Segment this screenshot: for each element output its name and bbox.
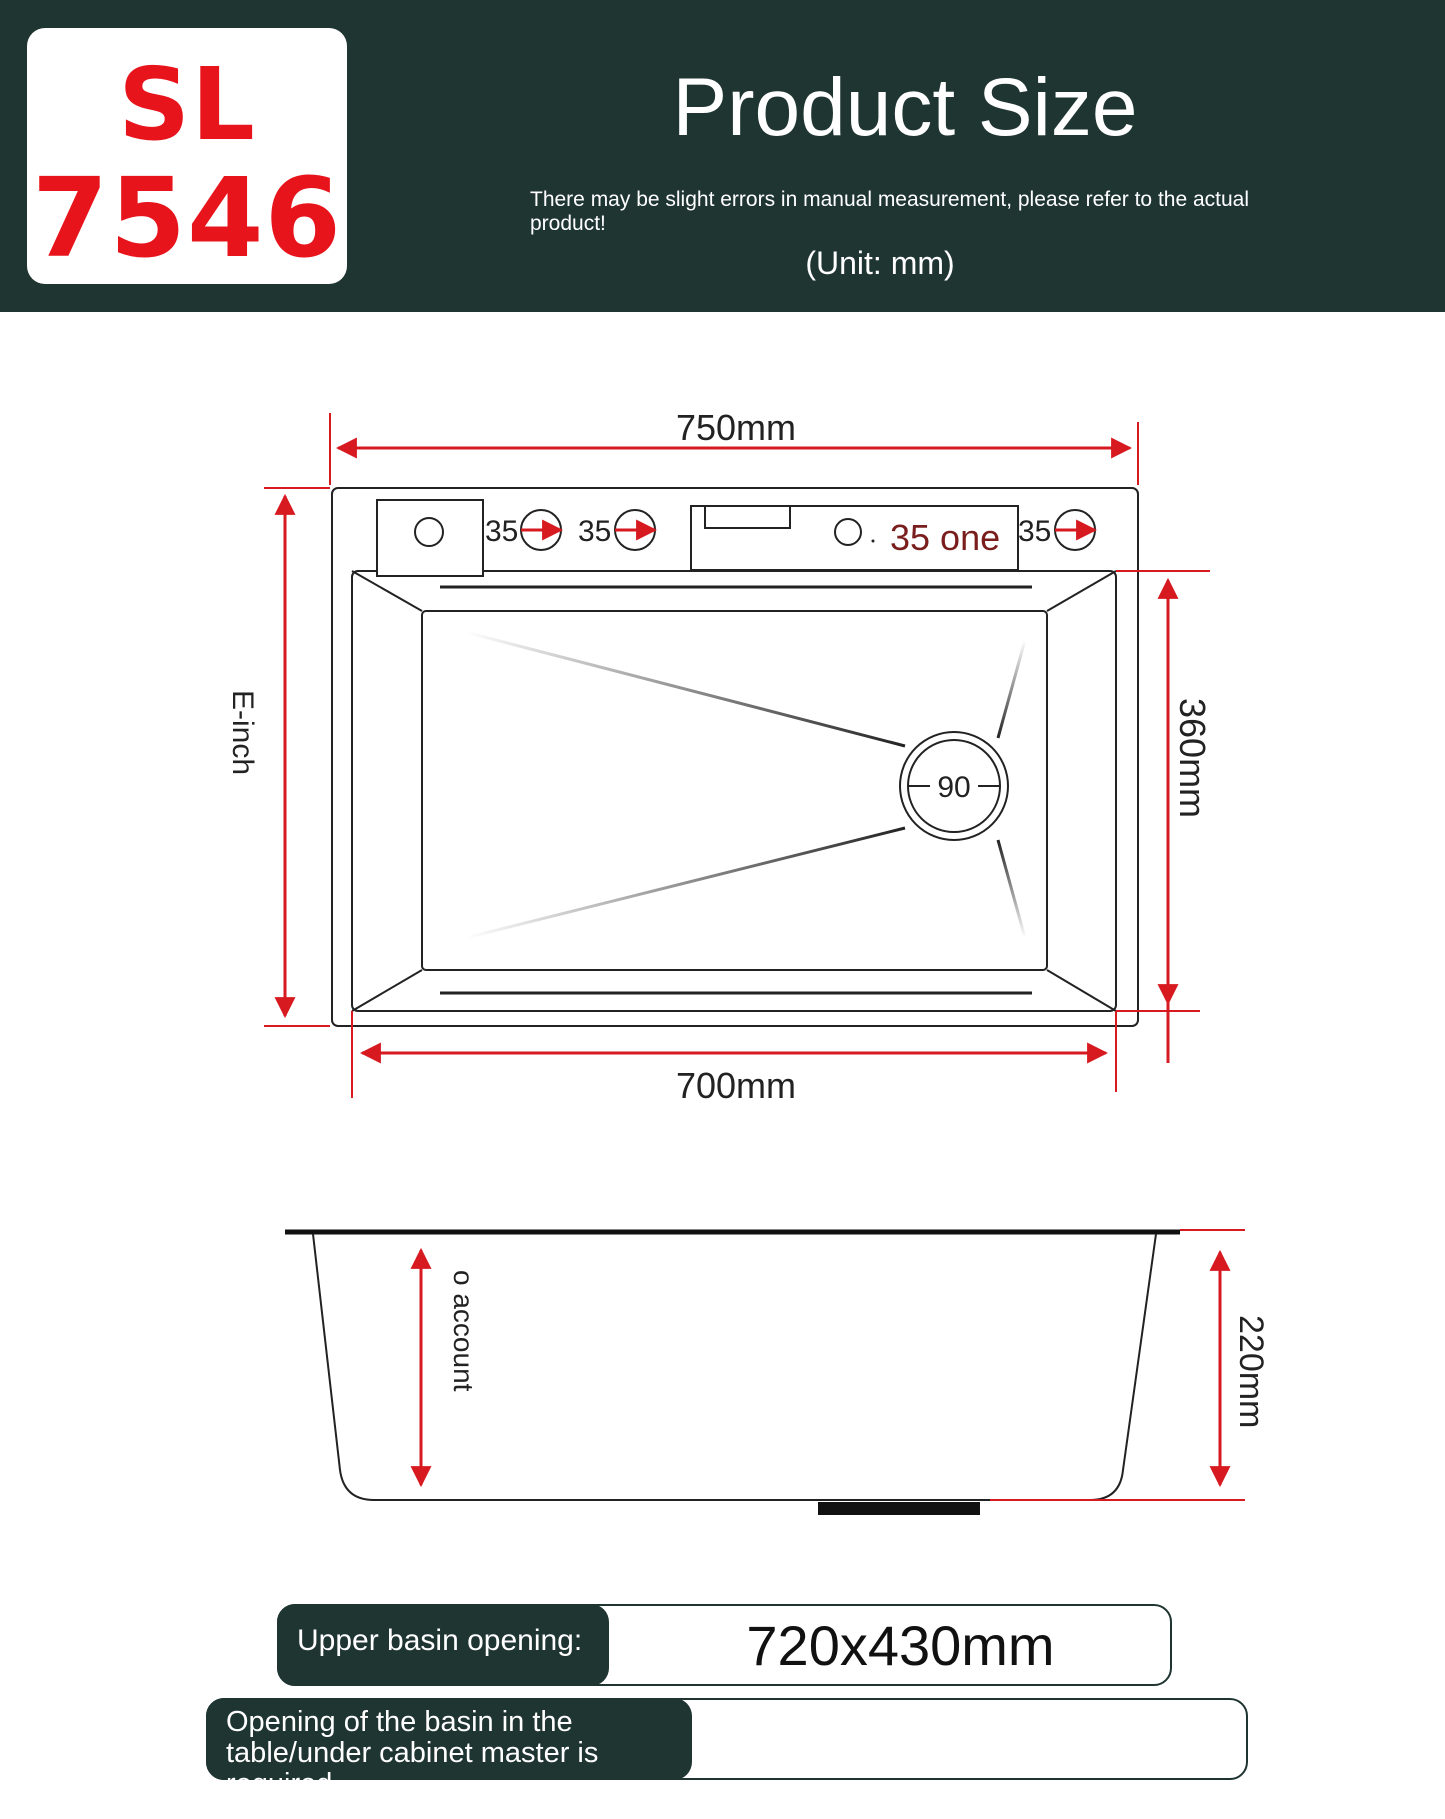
depth-label: 360mm <box>1172 698 1213 819</box>
left-dimension-label: E-inch <box>226 690 259 776</box>
height-label: 220mm <box>1232 1315 1270 1429</box>
measurement-note: There may be slight errors in manual measurement, please refer to the actual product! <box>530 188 1250 235</box>
hole-label-2: 35 <box>578 515 612 548</box>
side-view <box>285 1230 1270 1515</box>
logo-line-2: 7546 <box>31 154 343 282</box>
unit-label: (Unit: mm) <box>805 245 955 281</box>
hole-label-4: 35 <box>1018 515 1052 548</box>
hole-label-1: 35 <box>485 515 519 548</box>
logo-line-1: SL <box>118 46 256 163</box>
upper-opening-value: 720x430mm <box>746 1614 1055 1677</box>
upper-opening-label: Upper basin opening: <box>277 1604 609 1686</box>
faucet-block <box>377 500 483 576</box>
cabinet-opening-label: Opening of the basin in the table/under cabinet master is required <box>206 1698 692 1780</box>
top-view <box>226 407 1213 1106</box>
hole-label-3: 35 one <box>890 517 1001 558</box>
page-title: Product Size <box>672 62 1138 153</box>
inner-width-label: 700mm <box>675 1065 797 1106</box>
inner-depth-label: o account <box>448 1270 479 1392</box>
cabinet-opening-spec <box>206 1698 1248 1800</box>
drain-size-label: 90 <box>937 771 971 804</box>
overall-width-label: 750mm <box>675 407 797 448</box>
drain-outlet <box>818 1502 980 1515</box>
upper-opening-spec <box>277 1604 1172 1686</box>
sink-body-profile <box>313 1234 1156 1500</box>
